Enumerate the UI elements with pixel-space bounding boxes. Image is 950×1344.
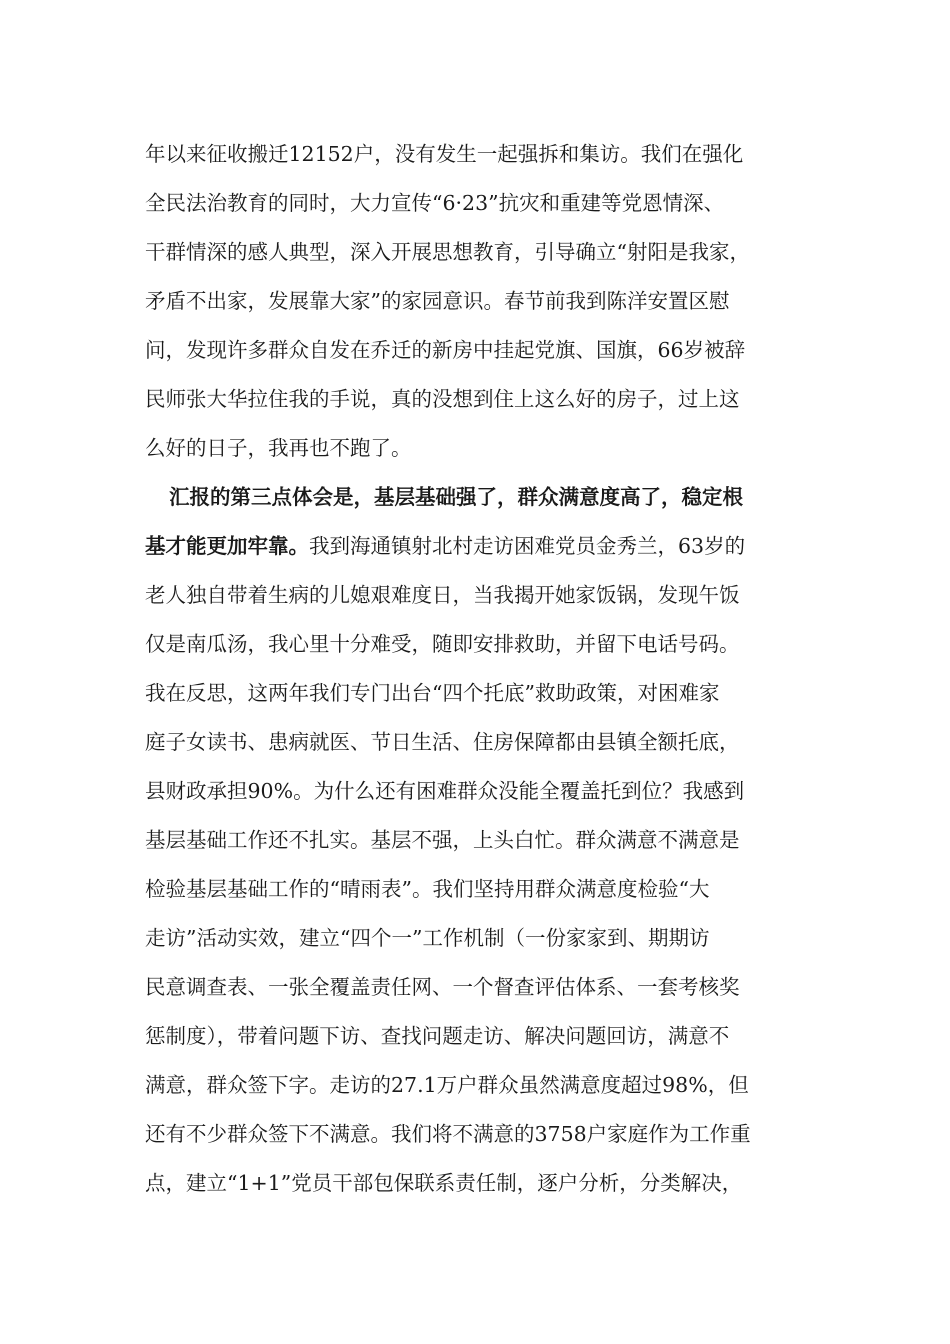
text-line: 年以来征收搬迁12152户，没有发生一起强拆和集访。我们在强化: [145, 142, 744, 166]
text-line: 矛盾不出家，发展靠大家”的家园意识。春节前我到陈洋安置区慰: [145, 289, 730, 313]
text-line: 我在反思，这两年我们专门出台“四个托底”救助政策，对困难家: [145, 681, 720, 705]
text-line: 民意调查表、一张全覆盖责任网、一个督查评估体系、一套考核奖: [145, 975, 740, 999]
text-line: 县财政承担90%。为什么还有困难群众没能全覆盖托到位？我感到: [145, 779, 745, 803]
text-line: 干群情深的感人典型，深入开展思想教育，引导确立“射阳是我家，: [145, 240, 750, 264]
text-line: 仅是南瓜汤，我心里十分难受，随即安排救助，并留下电话号码。: [145, 632, 740, 656]
text-line: 满意，群众签下字。走访的27.1万户群众虽然满意度超过98%，但: [145, 1073, 749, 1097]
text-line: 检验基层基础工作的“晴雨表”。我们坚持用群众满意度检验“大: [145, 877, 710, 901]
text-line: 基层基础工作还不扎实。基层不强，上头白忙。群众满意不满意是: [145, 828, 740, 852]
text-line: 庭子女读书、患病就医、节日生活、住房保障都由县镇全额托底，: [145, 730, 740, 754]
paragraph-heading-line: [145, 473, 810, 522]
text-line: 点，建立“1+1”党员干部包保联系责任制，逐户分析，分类解决，: [145, 1171, 743, 1195]
text-line: 走访”活动实效，建立“四个一”工作机制（一份家家到、期期访: [145, 926, 710, 950]
text-line: 民师张大华拉住我的手说，真的没想到住上这么好的房子，过上这: [145, 387, 740, 411]
text-line: 还有不少群众签下不满意。我们将不满意的3758户家庭作为工作重: [145, 1122, 751, 1146]
body-text: [145, 130, 810, 1208]
text-line: 基才能更加牢靠。我到海通镇射北村走访困难党员金秀兰，63岁的: [145, 534, 746, 558]
text-line: 问，发现许多群众自发在乔迁的新房中挂起党旗、国旗，66岁被辞: [145, 338, 746, 362]
text-line: 么好的日子，我再也不跑了。: [145, 436, 412, 460]
text-line: 全民法治教育的同时，大力宣传“6·23”抗灾和重建等党恩情深、: [145, 191, 725, 215]
text-line: 老人独自带着生病的儿媳艰难度日，当我揭开她家饭锅，发现午饭: [145, 583, 740, 607]
text-line: 惩制度），带着问题下访、查找问题走访、解决问题回访，满意不: [145, 1024, 730, 1048]
bold-heading: 汇报的第三点体会是，基层基础强了，群众满意度高了，稳定根: [169, 485, 743, 509]
bold-heading: 基才能更加牢靠。: [145, 534, 309, 558]
